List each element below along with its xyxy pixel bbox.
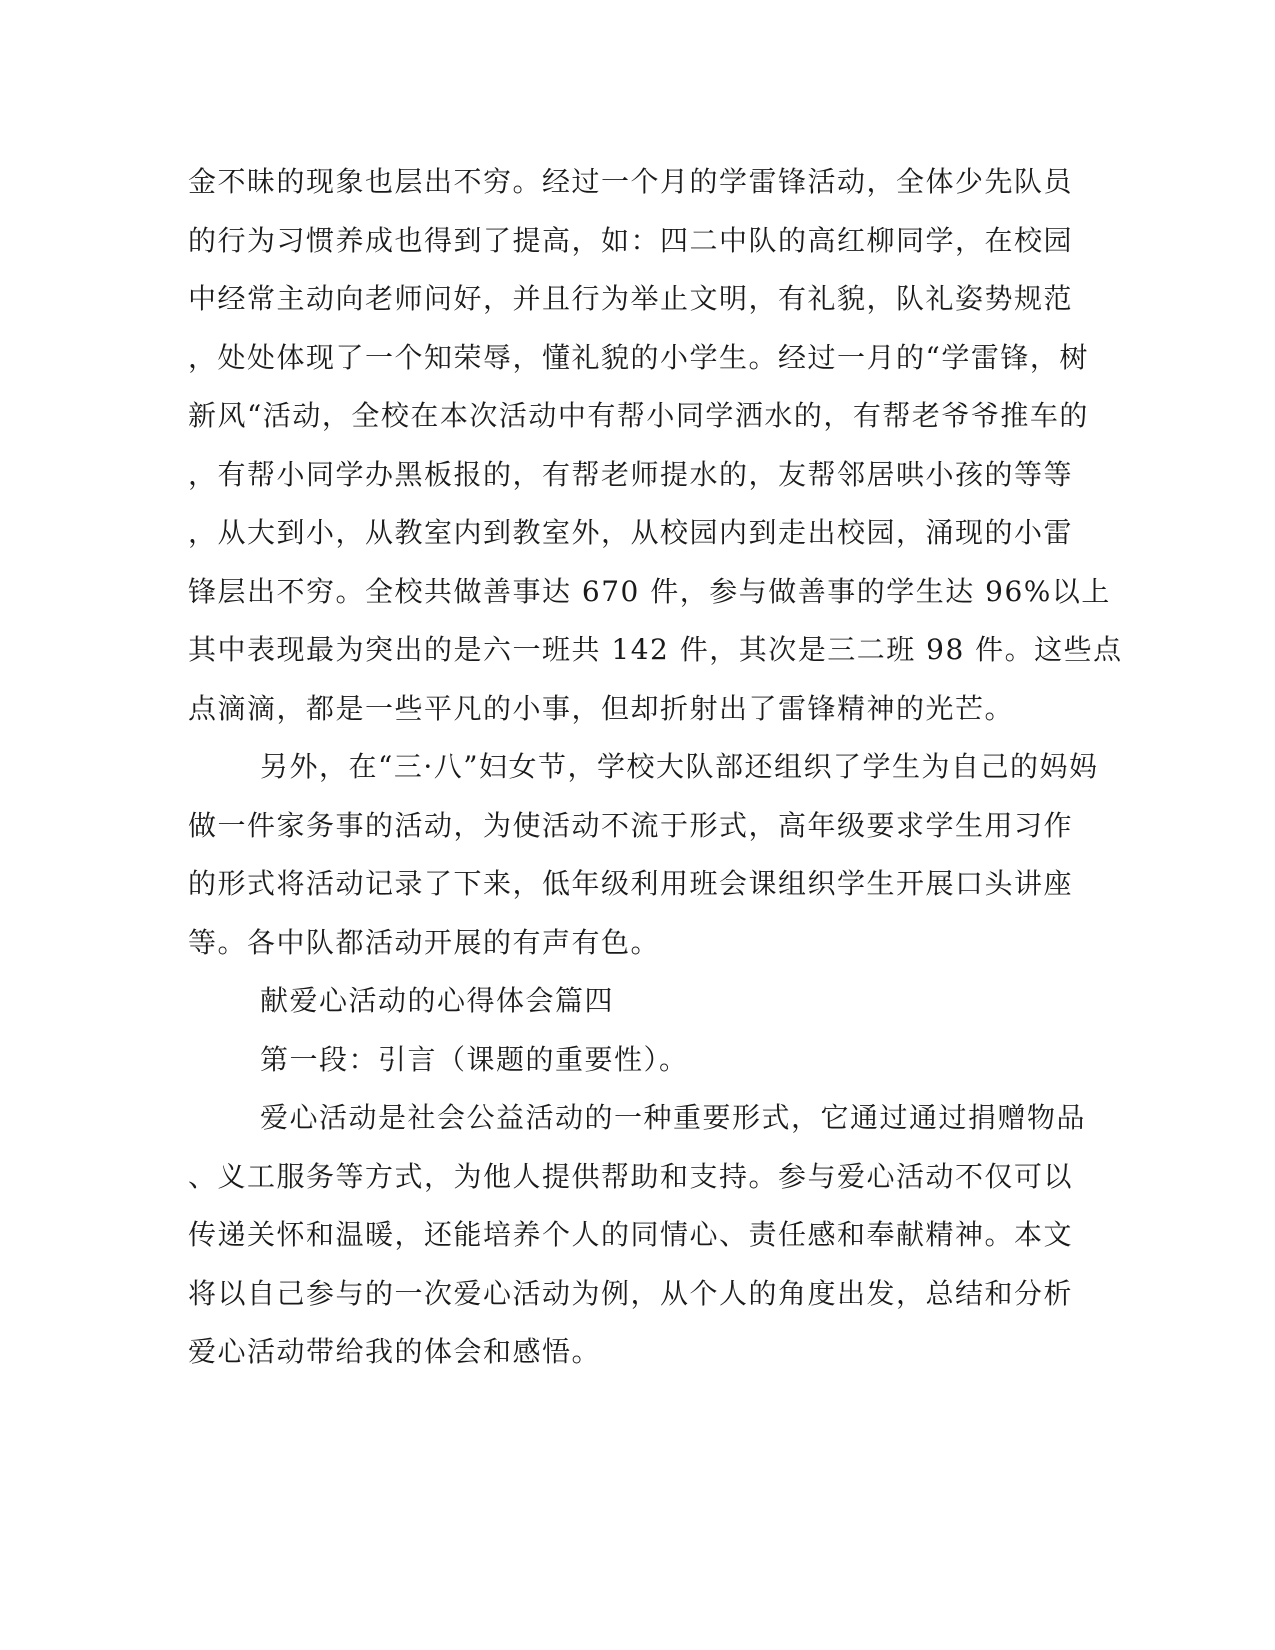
text-line: ，有帮小同学办黑板报的，有帮老师提水的，友帮邻居哄小孩的等等 (188, 458, 1074, 491)
section-heading: 献爱心活动的心得体会篇四 (260, 984, 615, 1017)
text-line: 等。各中队都活动开展的有声有色。 (188, 926, 661, 959)
paragraph-first-line: 另外，在“三·八”妇女节，学校大队部还组织了学生为自己的妈妈 (260, 750, 1099, 783)
text-line: ，处处体现了一个知荣辱，懂礼貌的小学生。经过一月的“学雷锋，树 (188, 341, 1089, 374)
text-line: 的行为习惯养成也得到了提高，如：四二中队的高红柳同学，在校园 (188, 224, 1074, 257)
subsection-heading: 第一段：引言（课题的重要性）。 (260, 1043, 689, 1076)
text-line: 中经常主动向老师问好，并且行为举止文明，有礼貌，队礼姿势规范 (188, 282, 1074, 315)
text-line: 传递关怀和温暖，还能培养个人的同情心、责任感和奉献精神。本文 (188, 1218, 1074, 1251)
text-line: 金不昧的现象也层出不穷。经过一个月的学雷锋活动，全体少先队员 (188, 165, 1074, 198)
text-line: 其中表现最为突出的是六一班共 142 件，其次是三二班 98 件。这些点 (188, 633, 1123, 666)
text-line: 做一件家务事的活动，为使活动不流于形式，高年级要求学生用习作 (188, 809, 1074, 842)
text-line: 锋层出不穷。全校共做善事达 670 件，参与做善事的学生达 96%以上 (188, 575, 1111, 608)
text-line: 、义工服务等方式，为他人提供帮助和支持。参与爱心活动不仅可以 (188, 1160, 1074, 1193)
text-line: ，从大到小，从教室内到教室外，从校园内到走出校园，涌现的小雷 (188, 516, 1074, 549)
text-line: 点滴滴，都是一些平凡的小事，但却折射出了雷锋精神的光芒。 (188, 692, 1015, 725)
text-line: 的形式将活动记录了下来，低年级利用班会课组织学生开展口头讲座 (188, 867, 1074, 900)
paragraph-first-line: 爱心活动是社会公益活动的一种重要形式，它通过通过捐赠物品 (260, 1101, 1087, 1134)
text-line: 将以自己参与的一次爱心活动为例，从个人的角度出发，总结和分析 (188, 1277, 1074, 1310)
text-line: 爱心活动带给我的体会和感悟。 (188, 1335, 602, 1368)
text-line: 新风“活动，全校在本次活动中有帮小同学洒水的，有帮老爷爷推车的 (188, 399, 1089, 432)
